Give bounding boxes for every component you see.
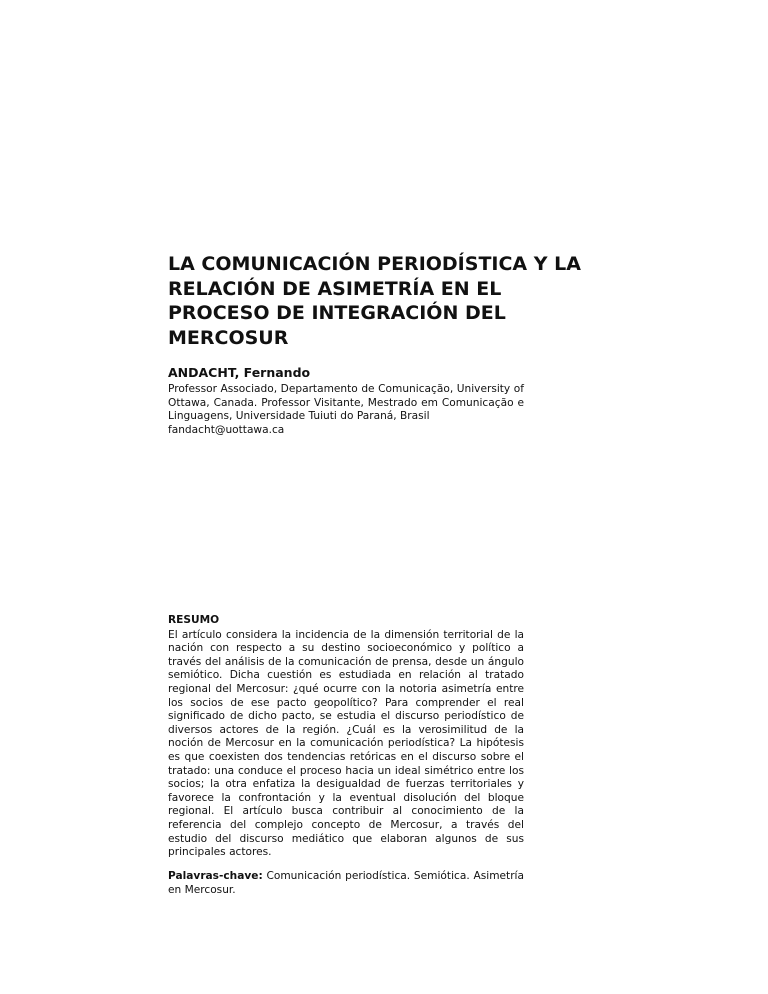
author-name: ANDACHT, Fernando [168, 365, 311, 380]
keywords-paragraph [168, 870, 524, 897]
keywords-text: Comunicación periodística. Semiótica. Asimetría en Mercosur. [168, 870, 524, 896]
author-block [168, 365, 524, 437]
author-affiliation: Professor Associado, Departamento de Comunicação, University of Ottawa, Canada. Professor Visitante, Mestrado em Comunicação e Linguagens, Universidade Tuiuti do Paraná, Brasil [168, 383, 524, 423]
author-email: fandacht@uottawa.ca [168, 423, 285, 436]
abstract-body: El artículo considera la incidencia de la dimensión territorial de la nación con respecto a su destino socioeconómico y político a través del análisis de la comunicación de prensa, desde un ángulo semiótico. Dicha cuestión es estudiada en relación al tratado regional del Mercosur: ¿qué ocurre con la notoria asimetría entre los socios de ese pacto geopolítico? Para comprender el real significado de dicho pacto, se estudia el discurso periodístico de diversos actores de la región. ¿Cuál es la verosimilitud de la noción de Mercosur en la comunicación periodística? La hipótesis es que coexisten dos tendencias retóricas en el discurso sobre el tratado: una conduce el proceso hacia un ideal simétrico entre los socios; la otra enfatiza la desigualdad de fuerzas territoriales y favorece la confrontación y la eventual disolución del bloque regional. El artículo busca contribuir al conocimiento de la referencia del complejo concepto de Mercosur, a través del estudio del discurso mediático que elaboran algunos de sus principales actores. [168, 628, 524, 859]
abstract-heading: RESUMO [168, 614, 220, 626]
abstract-block [168, 614, 524, 860]
article-title: LA COMUNICACIÓN PERIODÍSTICA Y LA RELACIÓN DE ASIMETRÍA EN EL PROCESO DE INTEGRACIÓN DEL MERCOSUR [168, 253, 581, 349]
keywords-label: Palavras-chave: [168, 870, 263, 882]
